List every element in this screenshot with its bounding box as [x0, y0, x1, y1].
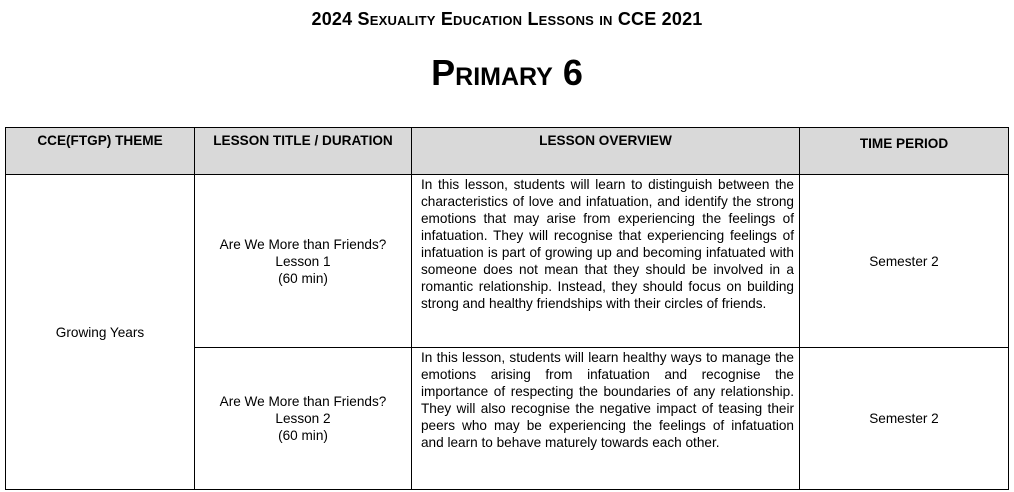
- lesson-title: Are We More than Friends?: [219, 394, 387, 409]
- lesson-number: Lesson 2: [275, 411, 331, 426]
- lesson-title-cell: [195, 348, 412, 490]
- lessons-table: [5, 127, 1009, 490]
- column-header-theme: CCE(FTGP) THEME: [6, 128, 195, 175]
- column-header-time-period: TIME PERIOD: [800, 128, 1009, 175]
- lesson-overview-cell: In this lesson, students will learn healthy ways to manage the emotions arising from infatuation and recognise the importance of respecting the boundaries of any relationship. They will also recognise the negative impact of teasing their peers who may be experiencing the feelings of infatuation and learn to behave maturely towards each other.: [412, 348, 800, 490]
- column-header-lesson-title: LESSON TITLE / DURATION: [195, 128, 412, 175]
- theme-cell: Growing Years: [6, 175, 195, 490]
- level-title: Primary 6: [431, 52, 583, 93]
- lesson-duration: (60 min): [278, 270, 328, 286]
- table-row: [6, 175, 1009, 348]
- lesson-duration: (60 min): [278, 428, 328, 443]
- table-header-row: [6, 128, 1009, 175]
- time-period-cell: Semester 2: [800, 348, 1009, 490]
- lesson-overview-cell: In this lesson, students will learn to distinguish between the characteristics of love and infatuation, and identify the strong emotions that may arise from experiencing the feelings of infatuation. They will recognise that experiencing feelings of infatuation is part of growing up and becoming infatuated with someone does not mean that they should be involved in a romantic relationship. Instead, they should focus on building strong and healthy friendships with their circles of friends.: [412, 175, 800, 348]
- column-header-overview: LESSON OVERVIEW: [412, 128, 800, 175]
- time-period-cell: Semester 2: [800, 175, 1009, 348]
- lesson-title-cell: [195, 175, 412, 348]
- lesson-number: Lesson 1: [275, 253, 331, 269]
- document-title: 2024 Sexuality Education Lessons in CCE 2021: [311, 9, 703, 29]
- lesson-title: Are We More than Friends?: [219, 236, 387, 252]
